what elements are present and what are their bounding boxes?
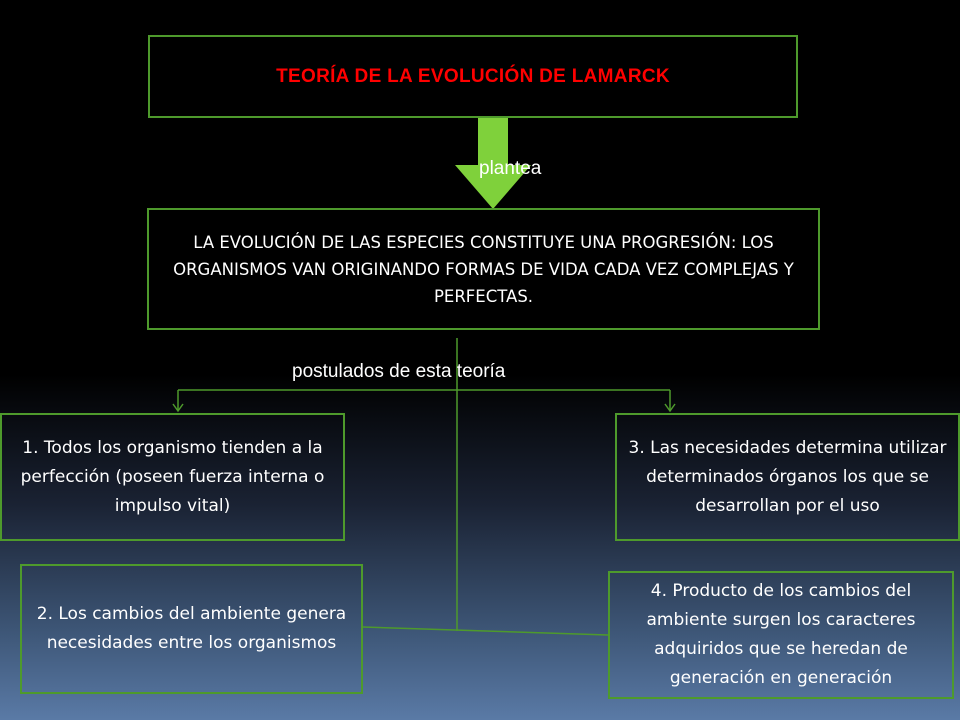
postulate-3-text: 3. Las necesidades determina utilizar determinados órganos los que se desarrollan por el uso xyxy=(628,437,947,516)
postulate-4-text: 4. Producto de los cambios del ambiente surgen los caracteres adquiridos que se heredan de generación en generación xyxy=(646,581,916,688)
postulate-2-box xyxy=(20,564,363,694)
postulate-1-text: 1. Todos los organismo tienden a la perfección (poseen fuerza interna o impulso vital) xyxy=(20,437,325,516)
arrow-label: plantea xyxy=(479,158,542,179)
postulate-2-text: 2. Los cambios del ambiente genera necesidades entre los organismos xyxy=(36,604,347,653)
main-statement-box xyxy=(147,208,820,330)
postulate-3-box xyxy=(615,413,960,541)
main-statement: LA EVOLUCIÓN DE LAS ESPECIES CONSTITUYE UNA PROGRESIÓN: LOS ORGANISMOS VAN ORIGINANDO FORMAS DE VIDA CADA VEZ COMPLEJAS Y PERFECTAS. xyxy=(173,232,794,306)
postulate-4-box xyxy=(608,571,954,699)
title-box xyxy=(148,35,798,118)
postulate-1-box xyxy=(0,413,345,541)
lower-connector xyxy=(363,627,608,635)
branch-label: postulados de esta teoría xyxy=(292,361,506,382)
diagram-title: TEORÍA DE LA EVOLUCIÓN DE LAMARCK xyxy=(276,65,670,87)
